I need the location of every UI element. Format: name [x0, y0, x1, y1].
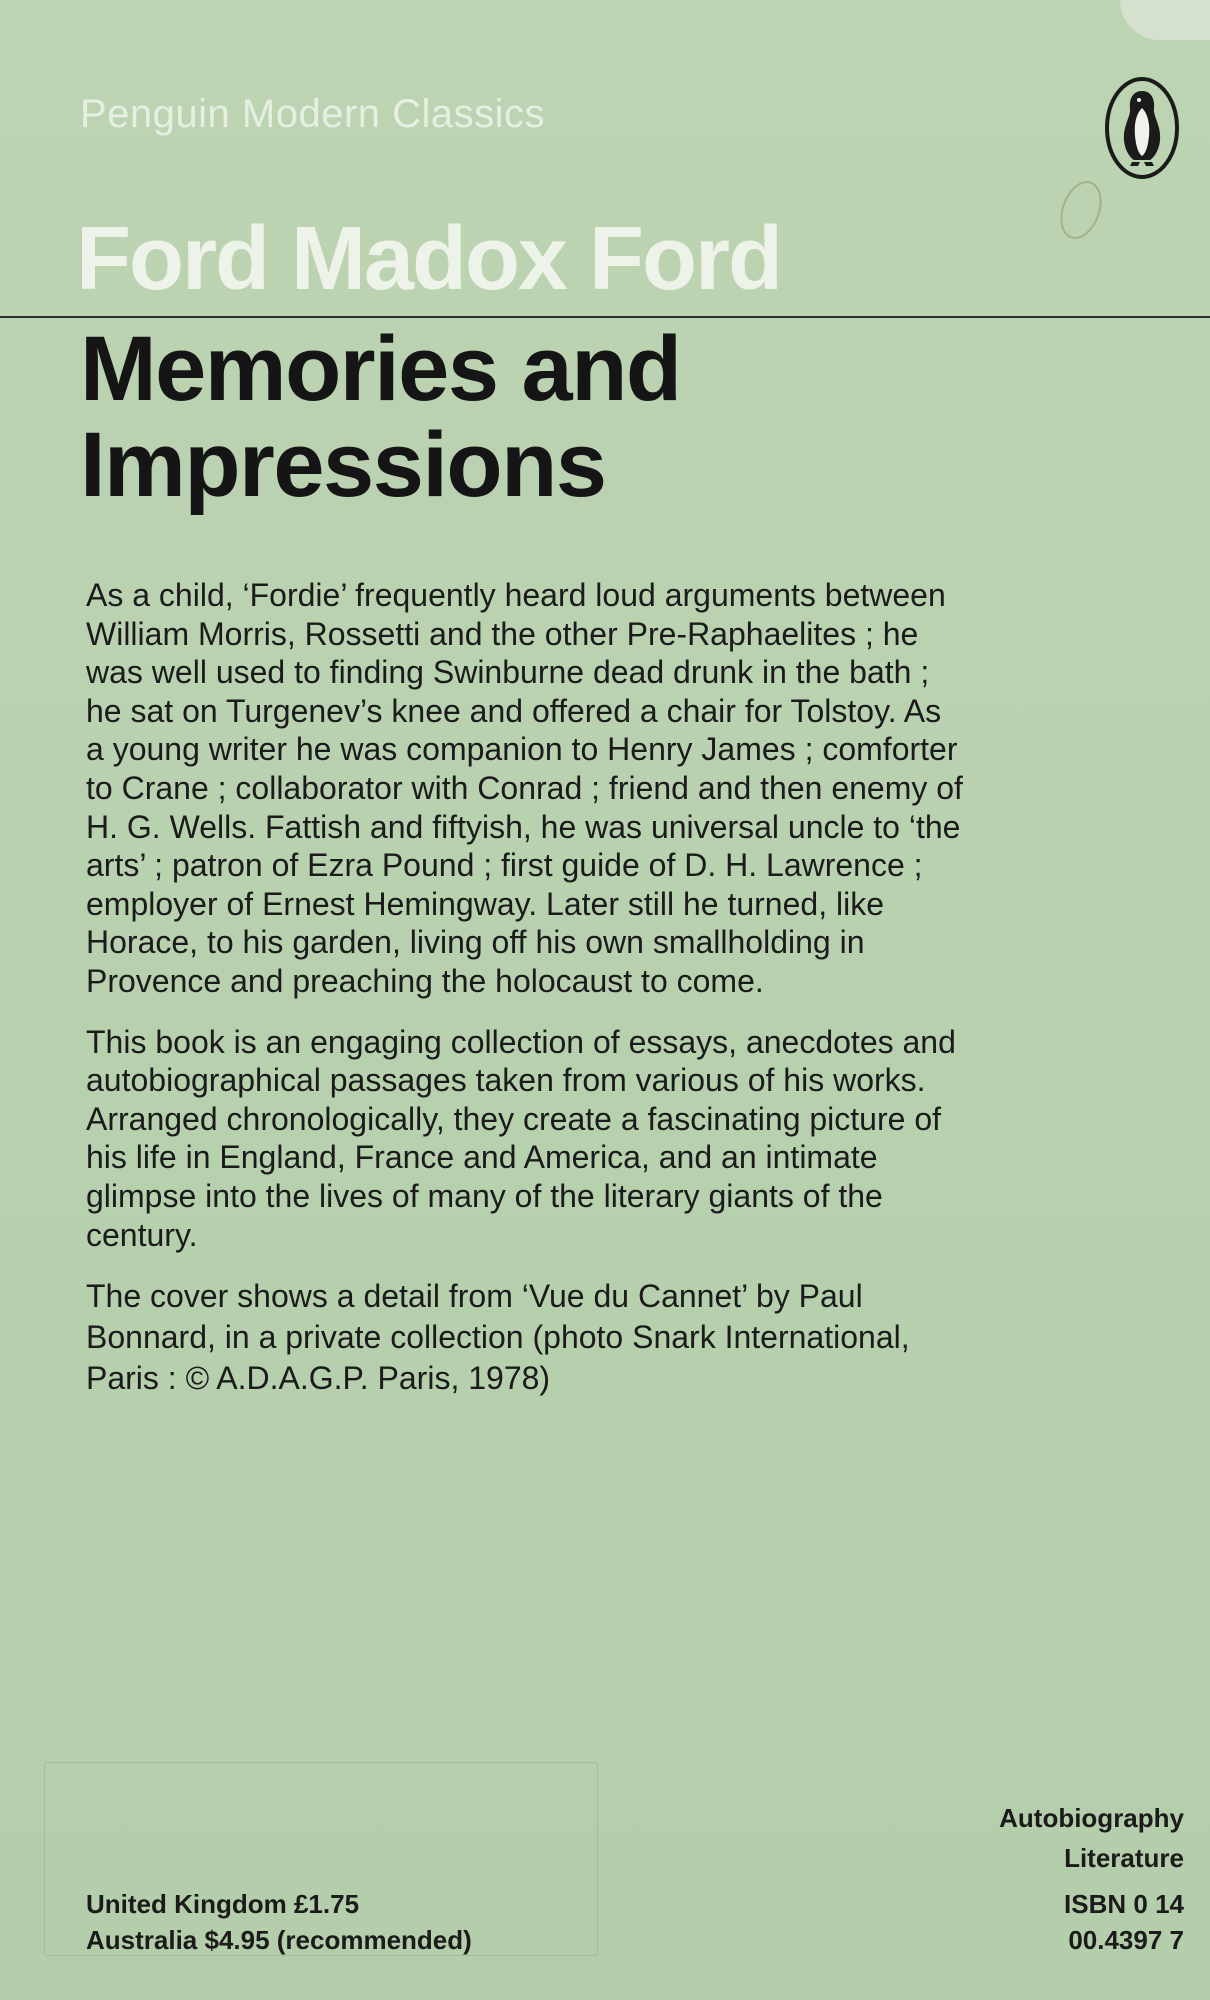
price-block: [86, 1886, 472, 1958]
isbn-line-1: ISBN 0 14: [1064, 1889, 1184, 1919]
cover-credit: The cover shows a detail from ‘Vue du Cannet’ by Paul Bonnard, in a private collection (photo Snark International, Paris : © A.D.A.G.P. Paris, 1978): [86, 1278, 910, 1397]
worn-corner: [1120, 0, 1210, 40]
australia-price: Australia $4.95 (recommended): [86, 1925, 472, 1955]
uk-price: United Kingdom £1.75: [86, 1889, 360, 1919]
author-name: Ford Madox Ford: [76, 209, 781, 309]
genre-literature: Literature: [1064, 1843, 1184, 1873]
isbn-line-2: 00.4397 7: [1068, 1925, 1184, 1955]
blurb-paragraph-2: This book is an engaging collection of essays, anecdotes and autobiographical passages taken from various of his works. Arranged chronologically, they create a fascinating picture of his life in England, France and America, and an intimate glimpse into the lives of many of the literary giants of the century.: [86, 1023, 956, 1253]
blurb: [86, 576, 966, 1421]
title-line-2: Impressions: [80, 413, 606, 516]
penguin-logo-icon: [1104, 76, 1180, 180]
cover-stain: [1053, 175, 1109, 244]
blurb-paragraph-1: As a child, ‘Fordie’ frequently heard loud arguments between William Morris, Rossetti and the other Pre-Raphaelites ; he was well used to finding Swinburne dead drunk in the bath ; he sat on Turgenev’s knee and offered a chair for Tolstoy. As a young writer he was companion to Henry James ; comforter to Crane ; collaborator with Conrad ; friend and then enemy of H. G. Wells. Fattish and fiftyish, he was universal uncle to ‘the arts’ ; patron of Ezra Pound ; first guide of D. H. Lawrence ; employer of Ernest Hemingway. Later still he turned, like Horace, to his garden, living off his own smallholding in Provence and preaching the holocaust to come.: [86, 577, 963, 999]
genre-autobiography: Autobiography: [999, 1803, 1184, 1833]
title-line-1: Memories and: [80, 318, 681, 420]
book-title: [80, 318, 980, 516]
genre-labels: [999, 1798, 1184, 1878]
series-name: Penguin Modern Classics: [80, 92, 546, 136]
isbn-number: [1064, 1886, 1184, 1958]
